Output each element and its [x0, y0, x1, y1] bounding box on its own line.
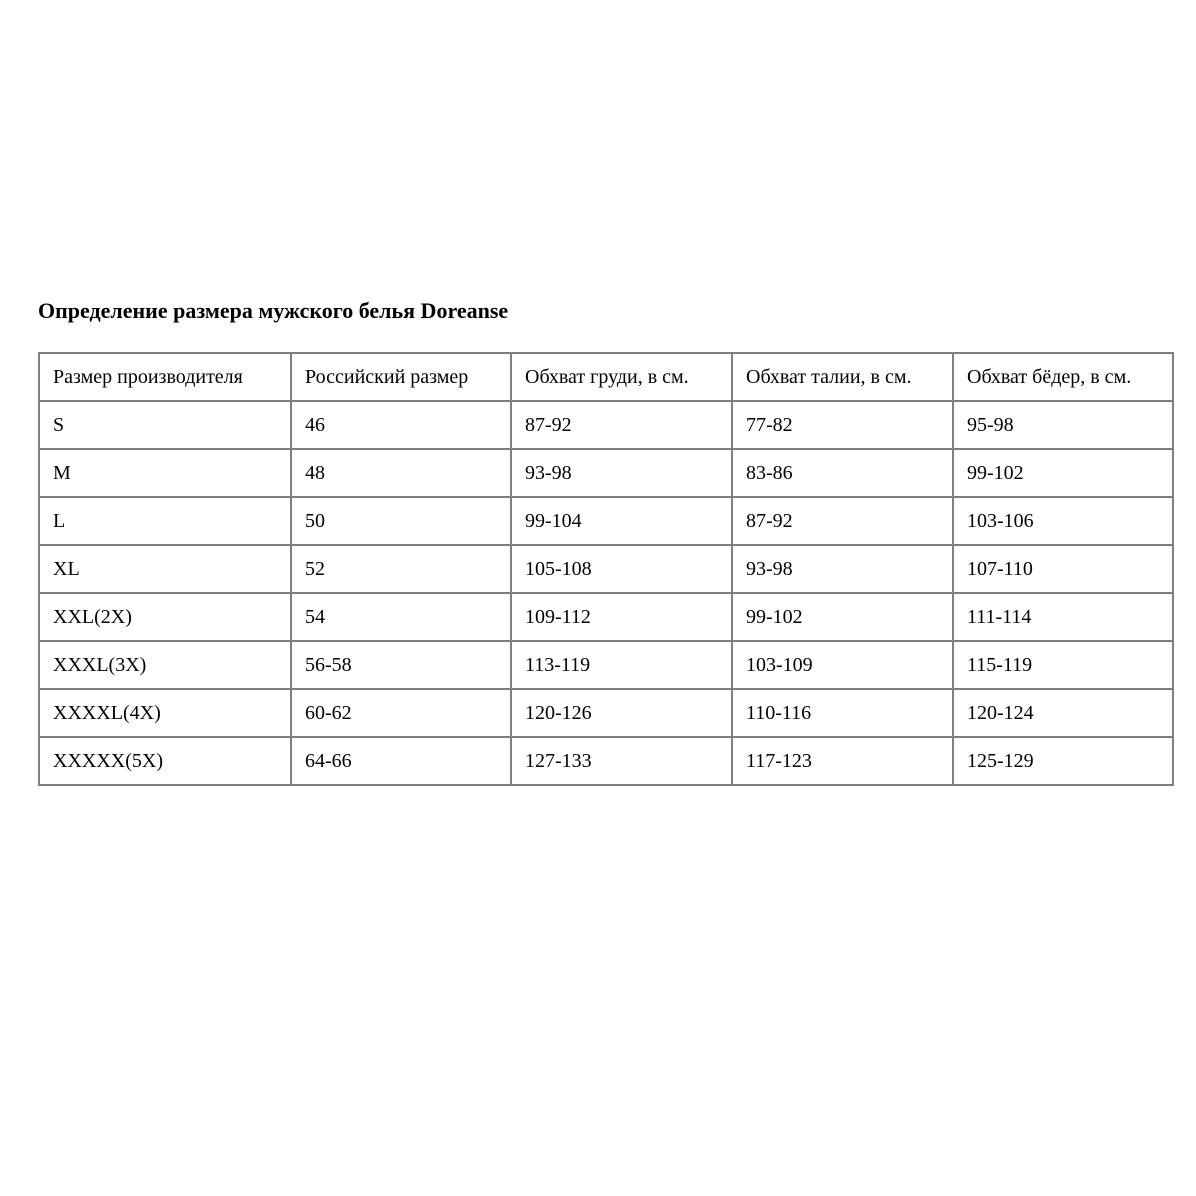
table-row: [39, 449, 1173, 497]
table-cell: L: [39, 497, 291, 545]
table-cell: 87-92: [732, 497, 953, 545]
table-cell: XXXXL(4X): [39, 689, 291, 737]
table-cell: XXXXX(5X): [39, 737, 291, 785]
table-cell: 99-102: [732, 593, 953, 641]
table-cell: 54: [291, 593, 511, 641]
table-cell: 120-124: [953, 689, 1173, 737]
column-header: Обхват талии, в см.: [732, 353, 953, 401]
table-row: [39, 497, 1173, 545]
table-header-row: [39, 353, 1173, 401]
column-header: Обхват груди, в см.: [511, 353, 732, 401]
table-cell: S: [39, 401, 291, 449]
table-cell: 120-126: [511, 689, 732, 737]
table-cell: 127-133: [511, 737, 732, 785]
table-cell: 56-58: [291, 641, 511, 689]
size-chart-table: [38, 352, 1174, 786]
table-cell: 115-119: [953, 641, 1173, 689]
table-body: [39, 401, 1173, 785]
table-header-row-container: [39, 353, 1173, 401]
table-row: [39, 545, 1173, 593]
table-cell: XL: [39, 545, 291, 593]
table-cell: XXXL(3X): [39, 641, 291, 689]
table-cell: 111-114: [953, 593, 1173, 641]
table-cell: 125-129: [953, 737, 1173, 785]
table-cell: 64-66: [291, 737, 511, 785]
table-cell: 46: [291, 401, 511, 449]
table-cell: 103-106: [953, 497, 1173, 545]
table-row: [39, 737, 1173, 785]
table-row: [39, 689, 1173, 737]
table-cell: 87-92: [511, 401, 732, 449]
table-cell: 52: [291, 545, 511, 593]
table-cell: 93-98: [732, 545, 953, 593]
table-row: [39, 641, 1173, 689]
table-cell: 109-112: [511, 593, 732, 641]
table-cell: 50: [291, 497, 511, 545]
table-cell: 107-110: [953, 545, 1173, 593]
table-row: [39, 401, 1173, 449]
table-cell: 77-82: [732, 401, 953, 449]
table-cell: XXL(2X): [39, 593, 291, 641]
table-row: [39, 593, 1173, 641]
table-cell: 117-123: [732, 737, 953, 785]
table-cell: 113-119: [511, 641, 732, 689]
table-cell: 110-116: [732, 689, 953, 737]
column-header: Обхват бёдер, в см.: [953, 353, 1173, 401]
table-cell: M: [39, 449, 291, 497]
table-cell: 99-104: [511, 497, 732, 545]
table-cell: 93-98: [511, 449, 732, 497]
table-cell: 83-86: [732, 449, 953, 497]
table-cell: 95-98: [953, 401, 1173, 449]
page-title: Определение размера мужского белья Doreanse: [38, 298, 509, 323]
table-cell: 60-62: [291, 689, 511, 737]
column-header: Российский размер: [291, 353, 511, 401]
column-header: Размер производителя: [39, 353, 291, 401]
table-cell: 105-108: [511, 545, 732, 593]
table-cell: 48: [291, 449, 511, 497]
table-cell: 103-109: [732, 641, 953, 689]
table-cell: 99-102: [953, 449, 1173, 497]
